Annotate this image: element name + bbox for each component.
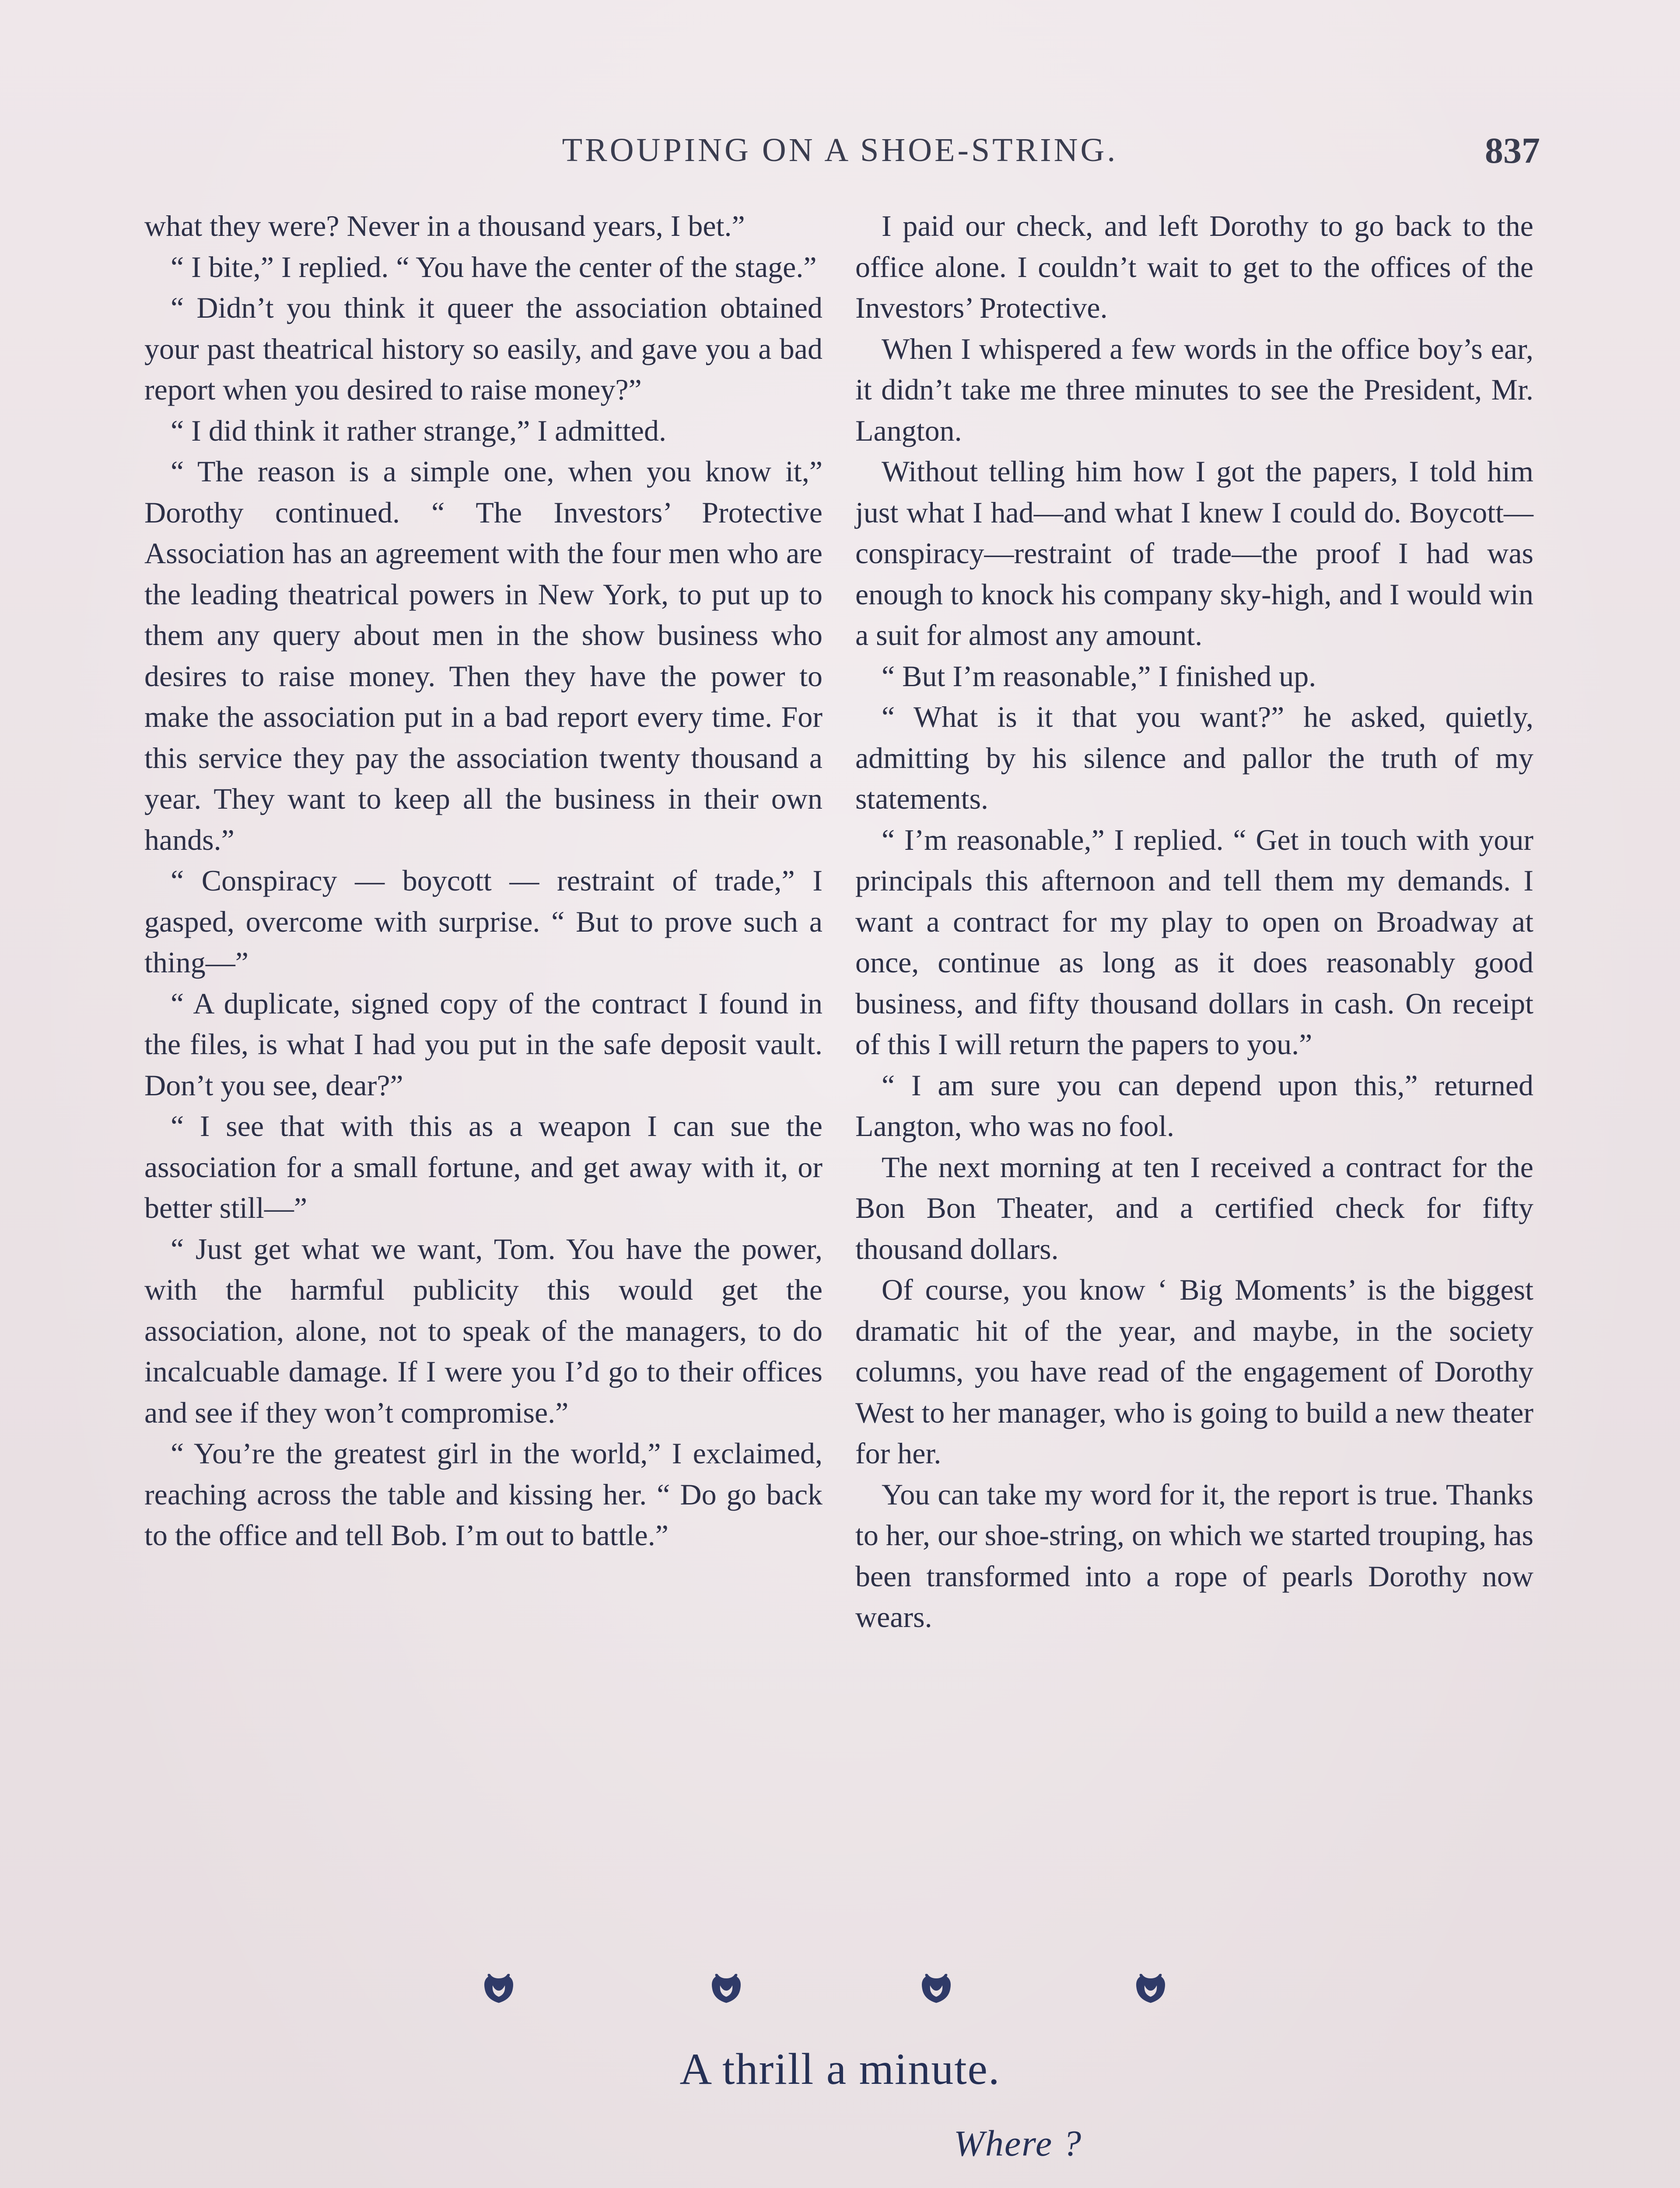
paragraph: “ A duplicate, signed copy of the contract I found in the files, is what I had you put in the safe deposit vault. Don’t you see, dear?”	[144, 986, 822, 1102]
running-head	[140, 131, 1540, 179]
paragraph: When I whispered a few words in the office boy’s ear, it didn’t take me three minutes to see the President, Mr. Langton.	[855, 332, 1533, 447]
fleuron-icon	[919, 1971, 954, 2006]
ad-where: Where ?	[954, 2123, 1082, 2164]
paragraph: what they were? Never in a thousand years, I bet.”	[144, 209, 745, 242]
page-number: 837	[1485, 130, 1540, 171]
ornament-row	[481, 1971, 1225, 2011]
paragraph: You can take my word for it, the report is true. Thanks to her, our shoe-string, on which we started trouping, has been transformed into a rope of pearls Dorothy now wears.	[855, 1477, 1533, 1634]
paragraph: “ Didn’t you think it queer the association obtained your past theatrical history so easily, and gave you a bad report when you desired to raise money?”	[144, 291, 822, 406]
paragraph: “ What is it that you want?” he asked, quietly, admitting by his silence and pallor the truth of my statements.	[855, 700, 1533, 815]
paragraph: “ You’re the greatest girl in the world,” I exclaimed, reaching across the table and kissing her. “ Do go back to the office and tell Bob. I’m out to battle.”	[144, 1437, 822, 1552]
paragraph: “ Conspiracy — boycott — restraint of trade,” I gasped, overcome with surprise. “ But to prove such a thing—”	[144, 864, 822, 979]
paragraph: “ I bite,” I replied. “ You have the center of the stage.”	[171, 250, 817, 284]
paragraph: “ I’m reasonable,” I replied. “ Get in touch with your principals this afternoon and tell them my demands. I want a contract for my play to open on Broadway at once, continue as long as it does reasonably good business, and fifty thousand dollars in cash. On receipt of this I will return the papers to you.”	[855, 823, 1533, 1061]
paragraph: “ But I’m reasonable,” I finished up.	[882, 659, 1316, 693]
paragraph: I paid our check, and left Dorothy to go back to the office alone. I couldn’t wait to get to the offices of the Investors’ Protective.	[855, 209, 1533, 324]
paragraph: Of course, you know ‘ Big Moments’ is the biggest dramatic hit of the year, and maybe, in the society columns, you have read of the engagement of Dorothy West to her manager, who is going to build a new theater for her.	[855, 1273, 1533, 1470]
paragraph: “ I see that with this as a weapon I can sue the association for a small fortune, and get away with it, or better still—”	[144, 1109, 822, 1224]
paragraph: Without telling him how I got the papers, I told him just what I had—and what I knew I could do. Boycott—conspiracy—restraint of trade—the proof I had was enough to knock his company sky-high, and I would win a suit for almost any amount.	[855, 455, 1533, 652]
paragraph: “ Just get what we want, Tom. You have the power, with the harmful publicity this would get the association, alone, not to speak of the managers, to do incalcuable damage. If I were you I’d go to their offices and see if they won’t compromise.”	[144, 1232, 822, 1429]
running-title: TROUPING ON A SHOE-STRING.	[562, 132, 1118, 168]
fleuron-icon	[1133, 1971, 1168, 2006]
fleuron-icon	[481, 1971, 516, 2006]
ad-tagline: A thrill a minute.	[679, 2044, 1001, 2094]
paragraph: “ I am sure you can depend upon this,” returned Langton, who was no fool.	[855, 1068, 1533, 1143]
paragraph: “ The reason is a simple one, when you know it,” Dorothy continued. “ The Investors’ Protective Association has an agreement with the four men who are the leading theatrical powers in New York, to put up to them any query about men in the show business who desires to raise money. Then they have the power to make the association put in a bad report every time. For this service they pay the association twenty thousand a year. They want to keep all the business in their own hands.”	[144, 455, 822, 856]
fleuron-icon	[709, 1971, 744, 2006]
right-column	[855, 206, 1533, 1638]
left-column	[144, 206, 822, 1556]
paragraph: “ I did think it rather strange,” I admitted.	[171, 414, 666, 447]
paragraph: The next morning at ten I received a contract for the Bon Bon Theater, and a certified check for fifty thousand dollars.	[855, 1150, 1533, 1266]
